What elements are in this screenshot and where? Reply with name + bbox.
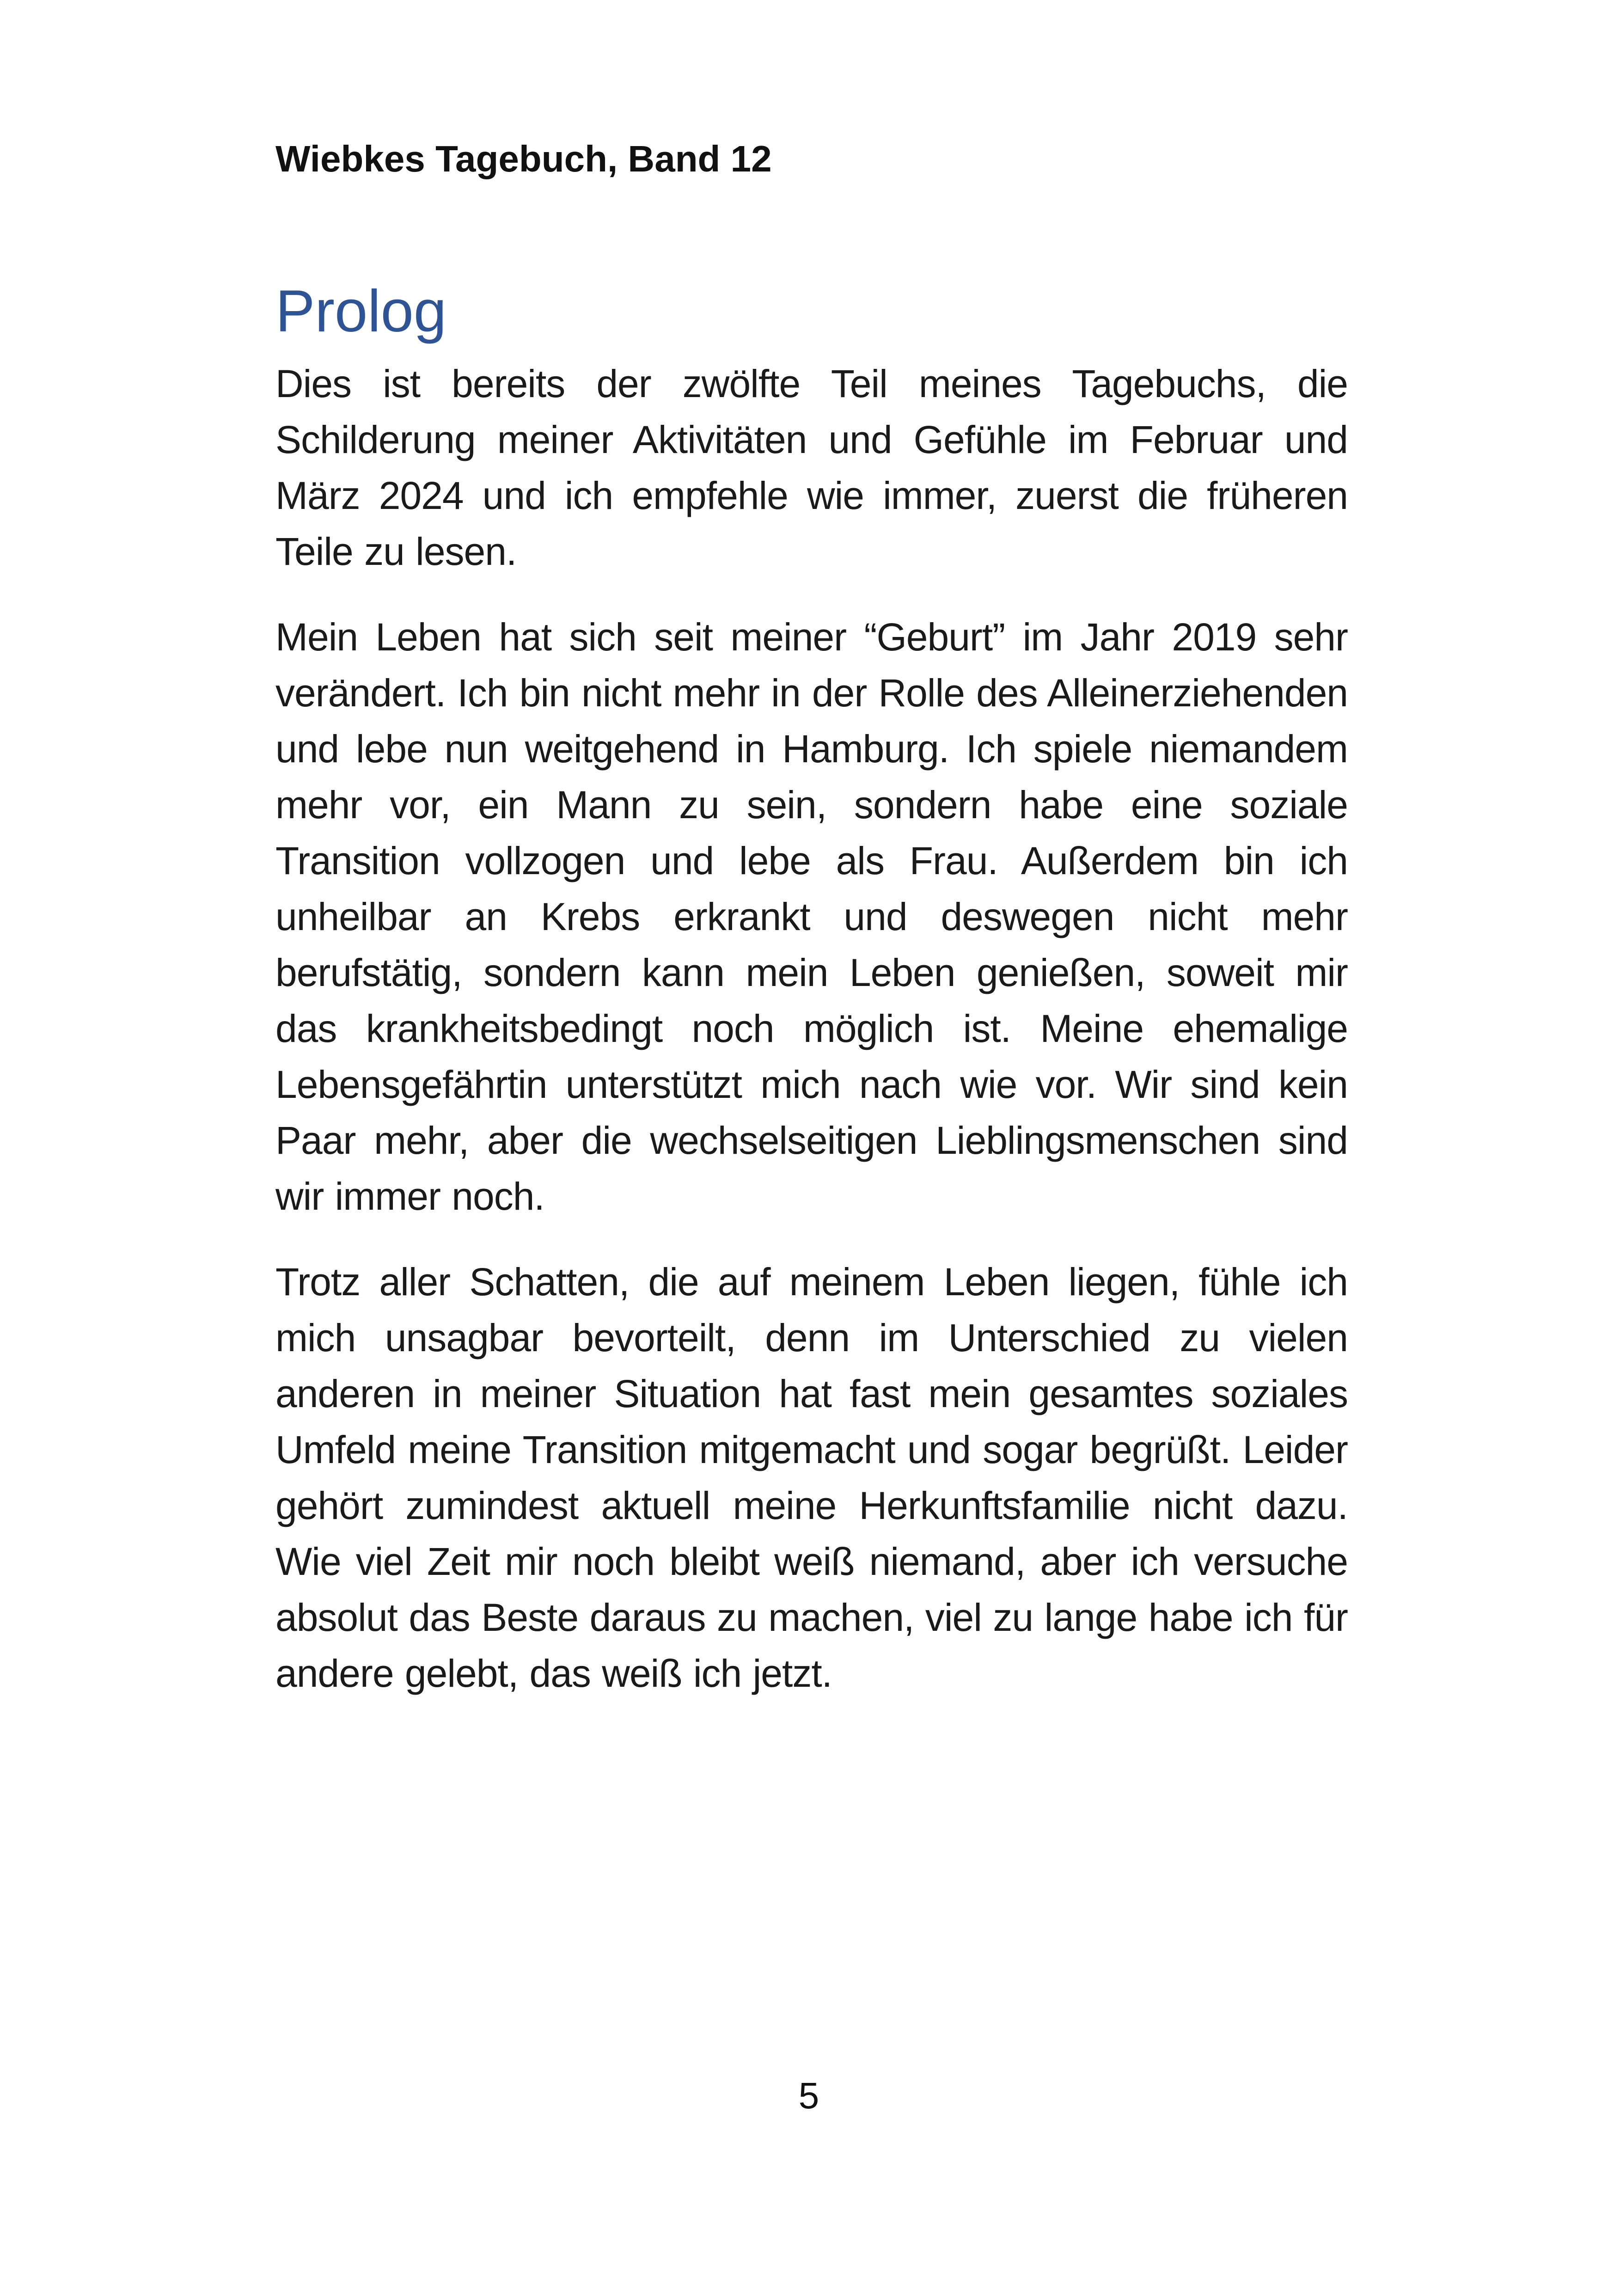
running-header: Wiebkes Tagebuch, Band 12: [275, 138, 772, 179]
body-text: [275, 356, 1348, 1731]
page-number: 5: [798, 2075, 819, 2116]
chapter-title: Prolog: [275, 278, 446, 344]
paragraph-1: Dies ist bereits der zwölfte Teil meines Tagebuchs, die Schilderung meiner Aktivitäten und Gefühle im Februar und März 2024 und ich empfehle wie immer, zuerst die früheren Teile zu lesen.: [275, 362, 1348, 573]
paragraph-2: Mein Leben hat sich seit meiner “Geburt” im Jahr 2019 sehr verändert. Ich bin nicht mehr in der Rolle des Alleinerziehenden und lebe nun weitgehend in Hamburg. Ich spiele niemandem mehr vor, ein Mann zu sein, sondern habe eine soziale Transition vollzogen und lebe als Frau. Außerdem bin ich unheilbar an Krebs erkrankt und deswegen nicht mehr berufstätig, sondern kann mein Leben genießen, soweit mir das krankheitsbedingt noch möglich ist. Meine ehemalige Lebensgefährtin unterstützt mich nach wie vor. Wir sind kein Paar mehr, aber die wechselseitigen Lieblingsmenschen sind wir immer noch.: [275, 615, 1348, 1218]
paragraph-3: Trotz aller Schatten, die auf meinem Leben liegen, fühle ich mich unsagbar bevorteilt, denn im Unterschied zu vielen anderen in meiner Situation hat fast mein gesamtes soziales Umfeld meine Transition mitgemacht und sogar begrüßt. Leider gehört zumindest aktuell meine Herkunftsfamilie nicht dazu. Wie viel Zeit mir noch bleibt weiß niemand, aber ich versuche absolut das Beste daraus zu machen, viel zu lange habe ich für andere gelebt, das weiß ich jetzt.: [275, 1260, 1348, 1695]
